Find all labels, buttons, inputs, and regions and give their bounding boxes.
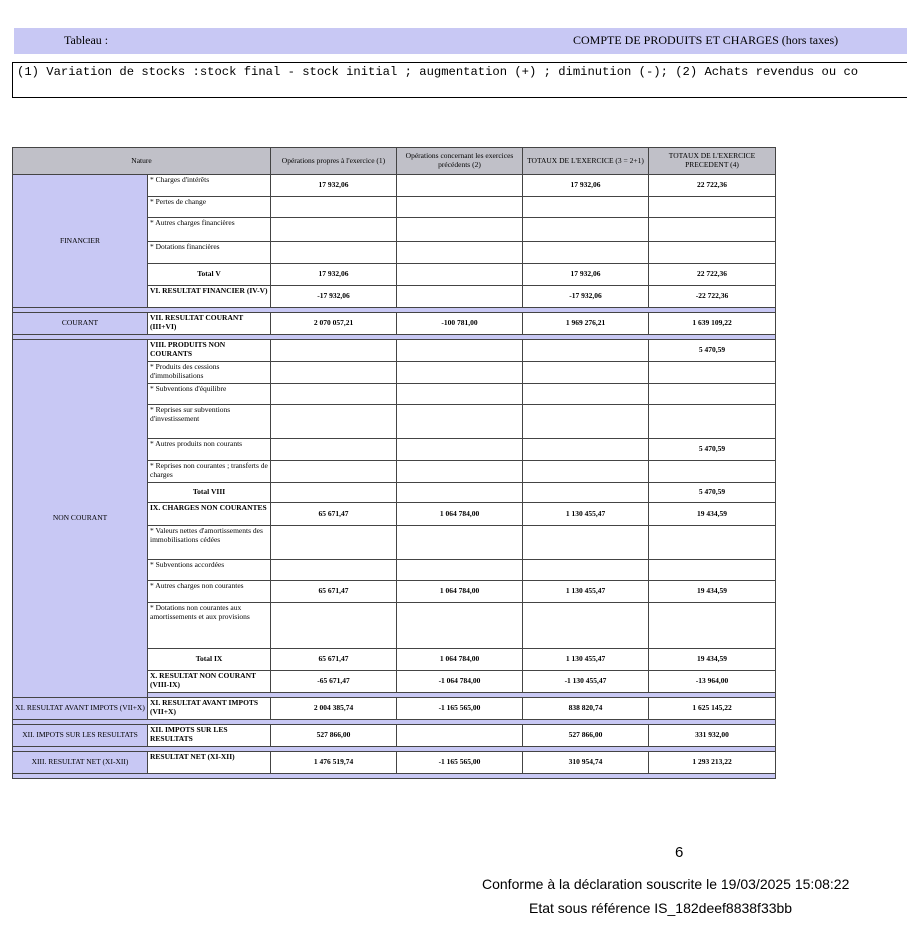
cell-value	[271, 384, 397, 405]
cell-value	[271, 218, 397, 242]
cell-value: 838 820,74	[523, 698, 649, 720]
cell-value: -17 932,06	[523, 286, 649, 308]
cell-value	[271, 242, 397, 264]
cell-value	[649, 218, 776, 242]
cell-value	[397, 384, 523, 405]
cell-value: 65 671,47	[271, 581, 397, 603]
cell-value: 1 064 784,00	[397, 581, 523, 603]
section-impots: XII. IMPOTS SUR LES RESULTATS	[13, 725, 148, 747]
cell-value	[523, 242, 649, 264]
header-col3: TOTAUX DE L'EXERCICE (3 = 2+1)	[523, 148, 649, 175]
total-label: Total IX	[148, 649, 271, 671]
cell-value	[523, 340, 649, 362]
cell-value	[649, 461, 776, 483]
cell-value: 1 130 455,47	[523, 649, 649, 671]
cell-value: -100 781,00	[397, 313, 523, 335]
cell-value	[523, 197, 649, 218]
cell-value: 1 064 784,00	[397, 503, 523, 526]
cell-value	[397, 264, 523, 286]
row-label: VIII. PRODUITS NON COURANTS	[148, 340, 271, 362]
cell-value: 65 671,47	[271, 503, 397, 526]
cell-value: -22 722,36	[649, 286, 776, 308]
row-label: * Pertes de change	[148, 197, 271, 218]
cell-value: -1 165 565,00	[397, 698, 523, 720]
header-nature: Nature	[13, 148, 271, 175]
cell-value	[271, 439, 397, 461]
cell-value	[397, 603, 523, 649]
cell-value	[271, 483, 397, 503]
cell-value: 17 932,06	[523, 264, 649, 286]
cell-value: 5 470,59	[649, 483, 776, 503]
cell-value	[649, 197, 776, 218]
row-label: XII. IMPOTS SUR LES RESULTATS	[148, 725, 271, 747]
cell-value	[649, 362, 776, 384]
separator-row	[13, 774, 776, 779]
cell-value	[397, 286, 523, 308]
cell-value	[397, 242, 523, 264]
cell-value: 1 476 519,74	[271, 752, 397, 774]
cell-value: -17 932,06	[271, 286, 397, 308]
page-number: 6	[675, 844, 684, 861]
section-avant-impots: XI. RESULTAT AVANT IMPOTS (VII+X)	[13, 698, 148, 720]
header-col2: Opérations concernant les exercices précédents (2)	[397, 148, 523, 175]
table-title-bar	[14, 28, 907, 54]
cell-value: -13 964,00	[649, 671, 776, 693]
cell-value	[523, 603, 649, 649]
cell-value: 17 932,06	[523, 175, 649, 197]
cell-value	[271, 197, 397, 218]
cell-value: 22 722,36	[649, 264, 776, 286]
row-label: X. RESULTAT NON COURANT (VIII-IX)	[148, 671, 271, 693]
table-row	[13, 175, 776, 197]
cell-value: 1 293 213,22	[649, 752, 776, 774]
cell-value	[271, 340, 397, 362]
row-label: IX. CHARGES NON COURANTES	[148, 503, 271, 526]
header-row	[13, 148, 776, 175]
row-label: * Autres charges financières	[148, 218, 271, 242]
cell-value: 19 434,59	[649, 503, 776, 526]
cell-value: 1 064 784,00	[397, 649, 523, 671]
notes-box	[12, 62, 907, 98]
cell-value	[397, 526, 523, 560]
total-label: Total VIII	[148, 483, 271, 503]
row-label: * Charges d'intérêts	[148, 175, 271, 197]
tableau-label: Tableau :	[64, 33, 109, 47]
cell-value: 19 434,59	[649, 581, 776, 603]
table-row	[13, 698, 776, 720]
row-label: VI. RESULTAT FINANCIER (IV-V)	[148, 286, 271, 308]
cell-value: 22 722,36	[649, 175, 776, 197]
cell-value: 527 866,00	[523, 725, 649, 747]
cell-value	[271, 603, 397, 649]
cell-value	[397, 405, 523, 439]
cell-value: 17 932,06	[271, 175, 397, 197]
row-label: * Autres charges non courantes	[148, 581, 271, 603]
table-row	[13, 752, 776, 774]
row-label: XI. RESULTAT AVANT IMPOTS (VII+X)	[148, 698, 271, 720]
cell-value	[649, 560, 776, 581]
cell-value: 2 004 385,74	[271, 698, 397, 720]
row-label: * Autres produits non courants	[148, 439, 271, 461]
row-label: * Subventions d'équilibre	[148, 384, 271, 405]
header-col4: TOTAUX DE L'EXERCICE PRECEDENT (4)	[649, 148, 776, 175]
cell-value	[649, 384, 776, 405]
cell-value	[523, 384, 649, 405]
table-row	[13, 313, 776, 335]
cell-value: 19 434,59	[649, 649, 776, 671]
cell-value	[649, 242, 776, 264]
cell-value: 1 639 109,22	[649, 313, 776, 335]
cell-value: -1 064 784,00	[397, 671, 523, 693]
cell-value	[271, 405, 397, 439]
cell-value	[271, 526, 397, 560]
row-label: VII. RESULTAT COURANT (III+VI)	[148, 313, 271, 335]
row-label: * Valeurs nettes d'amortissements des immobilisations cédées	[148, 526, 271, 560]
cell-value: 331 932,00	[649, 725, 776, 747]
row-label: * Reprises sur subventions d'investissement	[148, 405, 271, 439]
row-label: RESULTAT NET (XI-XII)	[148, 752, 271, 774]
cell-value	[649, 526, 776, 560]
notes-text: (1) Variation de stocks :stock final - stock initial ; augmentation (+) ; diminution (-); (2) Achats revendus ou co	[17, 65, 859, 79]
section-courant: COURANT	[13, 313, 148, 335]
cell-value: 17 932,06	[271, 264, 397, 286]
cell-value	[397, 483, 523, 503]
table-row	[13, 340, 776, 362]
cell-value	[397, 197, 523, 218]
cell-value: 2 070 057,21	[271, 313, 397, 335]
cell-value: 5 470,59	[649, 439, 776, 461]
cell-value	[523, 405, 649, 439]
cell-value	[397, 362, 523, 384]
products-charges-table	[12, 147, 776, 779]
row-label: * Dotations financières	[148, 242, 271, 264]
cell-value: 310 954,74	[523, 752, 649, 774]
cell-value	[397, 175, 523, 197]
separator	[13, 774, 776, 779]
cell-value	[397, 439, 523, 461]
cell-value	[523, 439, 649, 461]
cell-value	[397, 340, 523, 362]
cell-value: -65 671,47	[271, 671, 397, 693]
cell-value	[523, 362, 649, 384]
cell-value	[271, 560, 397, 581]
cell-value: 65 671,47	[271, 649, 397, 671]
table-row	[13, 725, 776, 747]
conformity-statement: Conforme à la déclaration souscrite le 19/03/2025 15:08:22	[482, 876, 850, 892]
cell-value: 1 130 455,47	[523, 581, 649, 603]
cell-value	[523, 560, 649, 581]
cell-value	[649, 603, 776, 649]
section-financier: FINANCIER	[13, 175, 148, 308]
cell-value	[523, 526, 649, 560]
cell-value	[397, 218, 523, 242]
row-label: * Subventions accordées	[148, 560, 271, 581]
section-net: XIII. RESULTAT NET (XI-XII)	[13, 752, 148, 774]
cell-value: -1 165 565,00	[397, 752, 523, 774]
section-non-courant: NON COURANT	[13, 340, 148, 698]
row-label: * Reprises non courantes ; transferts de charges	[148, 461, 271, 483]
cell-value	[397, 560, 523, 581]
cell-value	[397, 725, 523, 747]
reference-statement: Etat sous référence IS_182deef8838f33bb	[529, 900, 793, 916]
total-label: Total V	[148, 264, 271, 286]
document-title: COMPTE DE PRODUITS ET CHARGES (hors taxes)	[573, 33, 839, 47]
cell-value: 1 969 276,21	[523, 313, 649, 335]
cell-value: 5 470,59	[649, 340, 776, 362]
row-label: * Produits des cessions d'immobilisations	[148, 362, 271, 384]
cell-value	[649, 405, 776, 439]
cell-value: -1 130 455,47	[523, 671, 649, 693]
row-label: * Dotations non courantes aux amortissements et aux provisions	[148, 603, 271, 649]
cell-value: 527 866,00	[271, 725, 397, 747]
cell-value	[271, 461, 397, 483]
cell-value	[523, 218, 649, 242]
cell-value	[397, 461, 523, 483]
header-col1: Opérations propres à l'exercice (1)	[271, 148, 397, 175]
cell-value: 1 625 145,22	[649, 698, 776, 720]
cell-value	[271, 362, 397, 384]
cell-value	[523, 483, 649, 503]
cell-value: 1 130 455,47	[523, 503, 649, 526]
cell-value	[523, 461, 649, 483]
